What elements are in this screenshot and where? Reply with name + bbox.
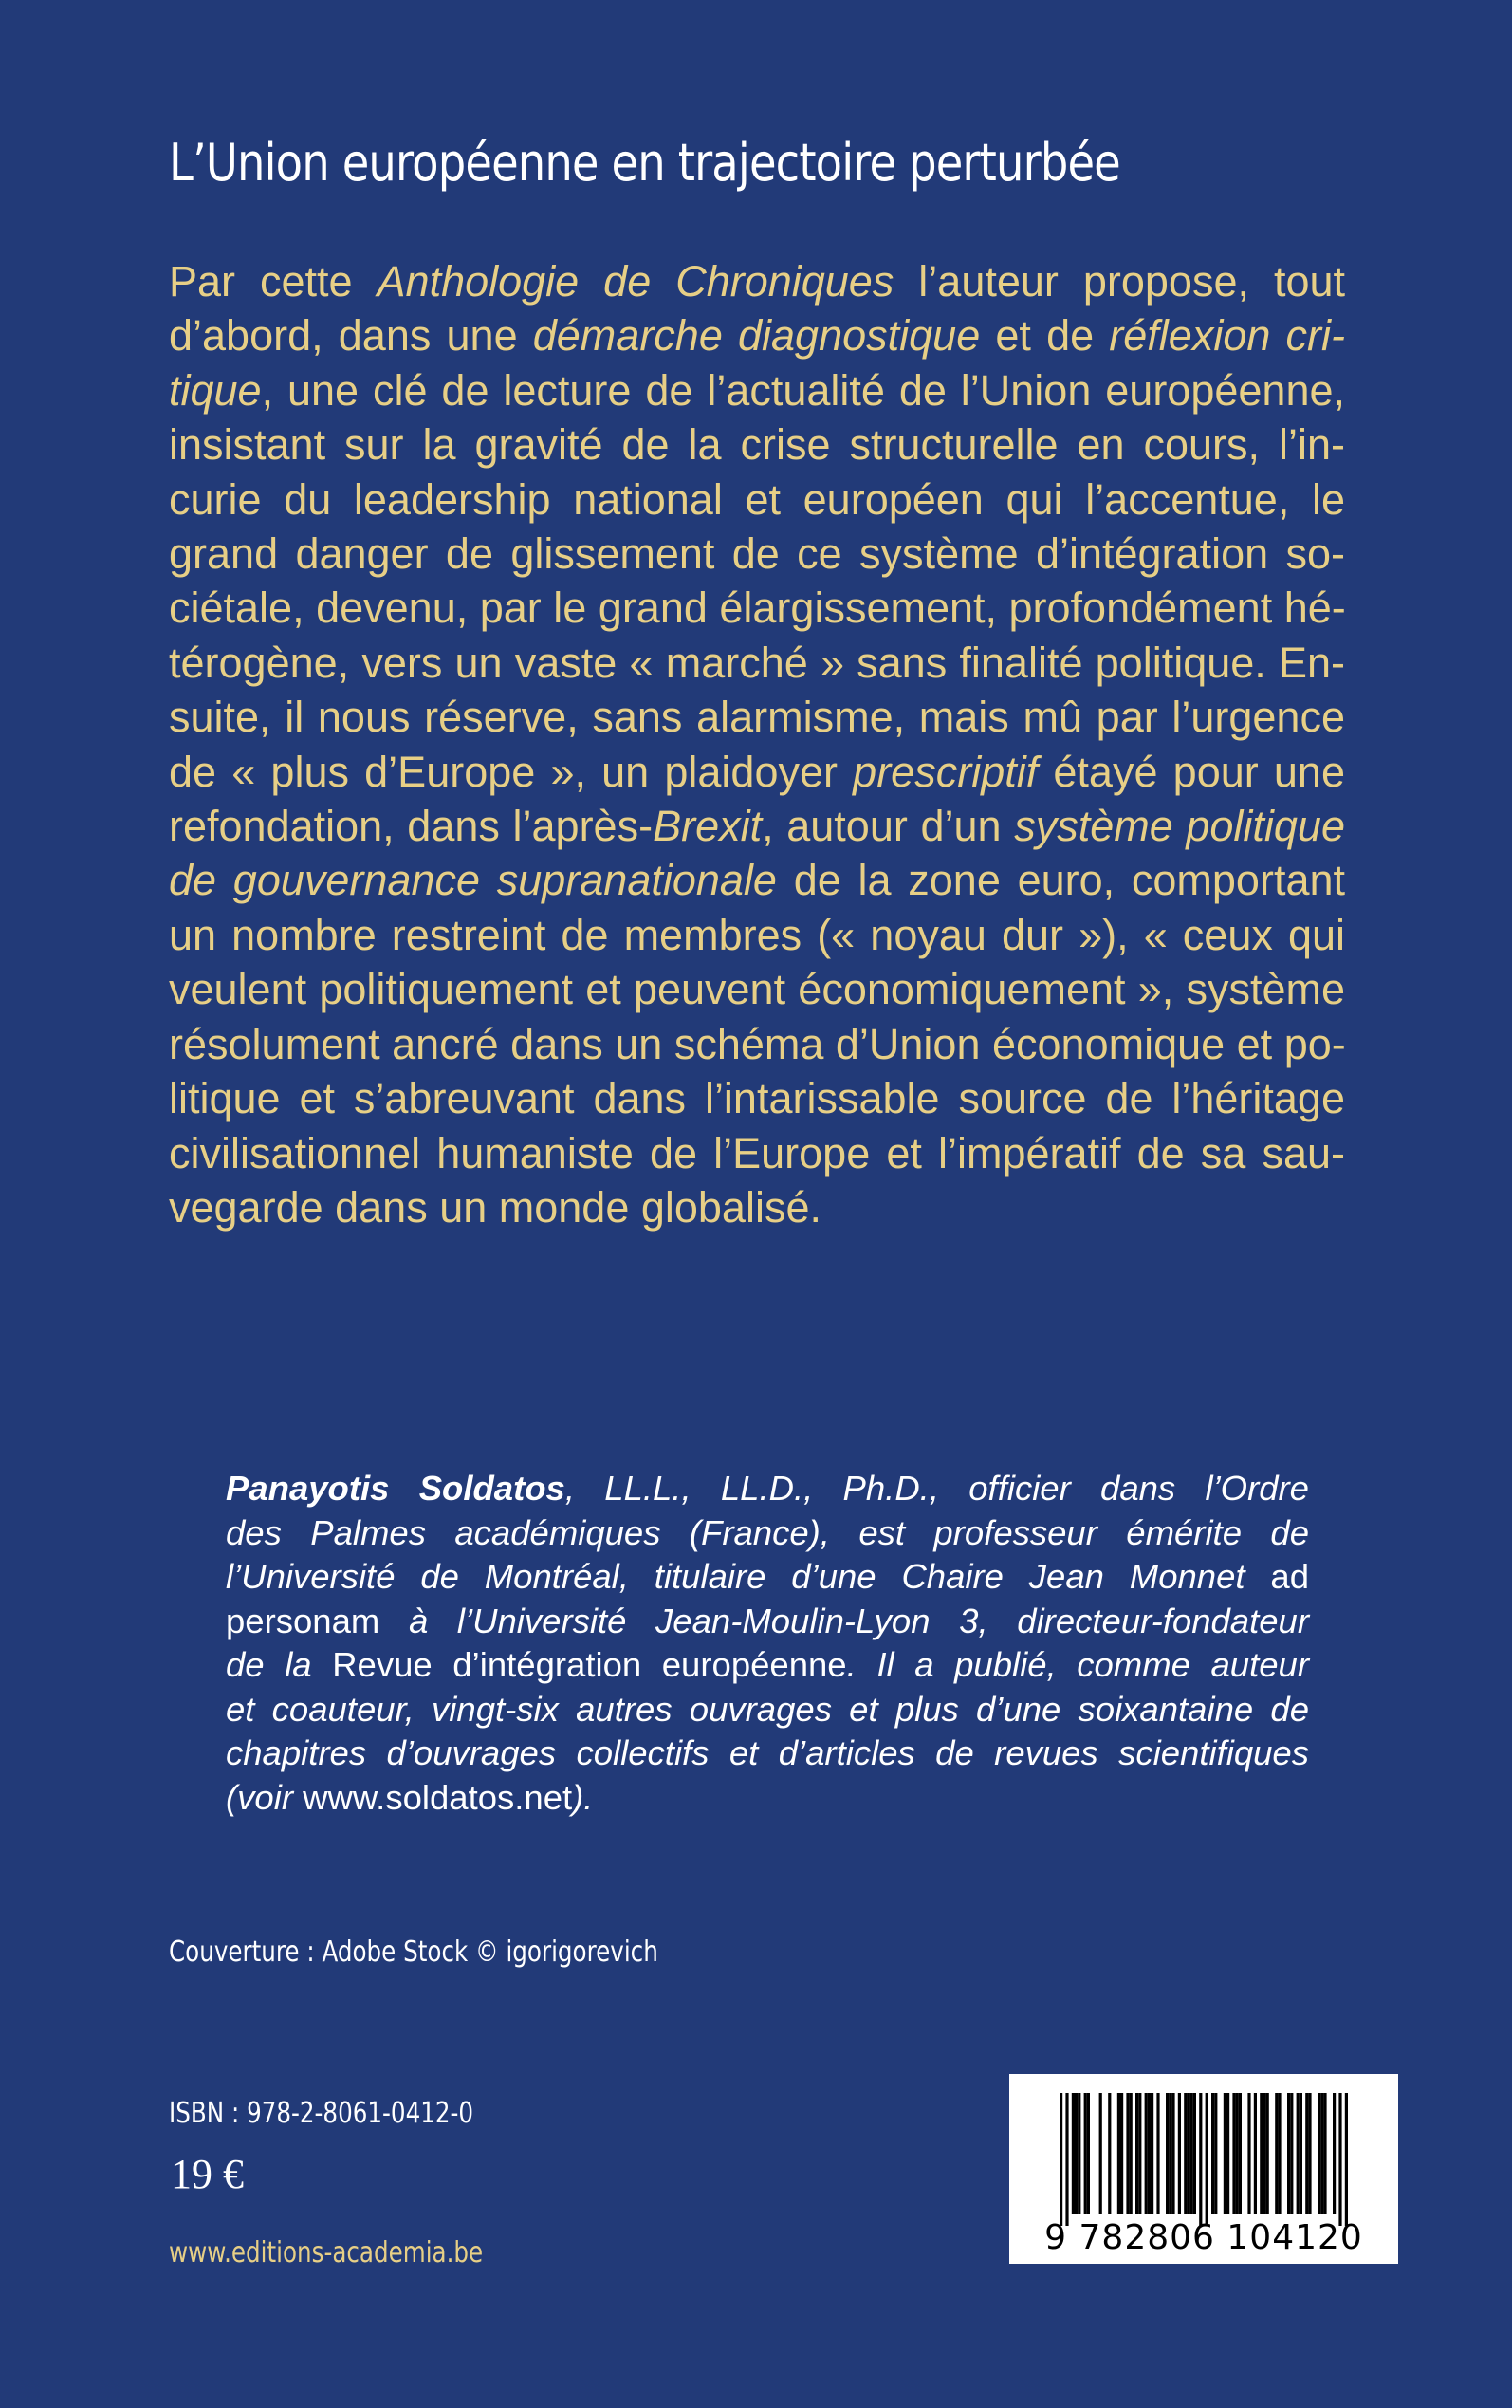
bio-segment: des Palmes académiques (France), est professeur émérite de xyxy=(226,1512,1309,1552)
blurb-line xyxy=(169,581,1345,635)
barcode-bar xyxy=(1117,2093,1120,2214)
barcode-bar xyxy=(1138,2093,1141,2214)
cover-credit: Couverture : Adobe Stock © igorigorevich xyxy=(169,1936,658,1969)
blurb-line xyxy=(169,690,1345,744)
barcode-bar xyxy=(1247,2093,1250,2214)
blurb-segment: veulent politiquement et peuvent économiquement », système xyxy=(169,965,1345,1014)
blurb-line xyxy=(169,1017,1345,1071)
blurb-line xyxy=(169,472,1345,527)
bio-segment: Revue d’intégration européenne xyxy=(332,1645,847,1684)
barcode-bar xyxy=(1171,2093,1174,2214)
blurb-line xyxy=(169,799,1345,853)
barcode-bar xyxy=(1087,2093,1090,2214)
bio-segment: et coauteur, vingt-six autres ouvrages et plus d’une soixantaine de xyxy=(226,1689,1309,1729)
bio-line xyxy=(226,1511,1309,1556)
barcode-bar xyxy=(1145,2093,1148,2214)
barcode-bar xyxy=(1333,2093,1336,2214)
blurb-segment: d’abord, dans une xyxy=(169,311,533,361)
blurb-segment: de la zone euro, comportant xyxy=(776,856,1346,905)
blurb-segment: un nombre restreint de membres (« noyau dur »), « ceux qui xyxy=(169,910,1345,959)
blurb-line xyxy=(169,1071,1345,1125)
bio-segment: ). xyxy=(572,1777,594,1817)
blurb-segment: de « plus d’Europe », un plaidoyer xyxy=(169,747,854,796)
bio-segment: ad xyxy=(1270,1557,1309,1596)
bio-line xyxy=(226,1732,1309,1776)
barcode-bar xyxy=(1338,2093,1341,2226)
barcode-bar xyxy=(1308,2093,1311,2214)
blurb-segment: térogène, vers un vaste « marché » sans finalité politique. En- xyxy=(169,638,1345,687)
barcode-bar xyxy=(1187,2093,1189,2214)
barcode-bar xyxy=(1211,2093,1214,2214)
bio-line xyxy=(226,1467,1309,1511)
barcode-bar xyxy=(1287,2093,1290,2214)
barcode-bar xyxy=(1072,2093,1075,2214)
barcode-bar xyxy=(1130,2093,1133,2214)
barcode-bar xyxy=(1126,2093,1129,2214)
publisher-website: www.editions-academia.be xyxy=(169,2236,484,2269)
blurb-segment: refondation, dans l’après- xyxy=(169,802,654,851)
blurb-text xyxy=(169,254,1345,1234)
barcode-bar xyxy=(1290,2093,1293,2214)
barcode-bar xyxy=(1199,2093,1202,2226)
blurb-segment: tique xyxy=(169,365,262,415)
blurb-segment: , autour d’un xyxy=(762,802,1015,851)
blurb-segment: curie du leadership national et européen qui l’accentue, le xyxy=(169,474,1345,524)
bio-segment: personam xyxy=(226,1601,380,1640)
blurb-segment: l’auteur propose, tout xyxy=(894,257,1346,306)
blurb-line xyxy=(169,853,1345,907)
bio-segment: www.soldatos.net xyxy=(303,1777,573,1817)
blurb-segment: litique et s’abreuvant dans l’intarissable source de l’héritage xyxy=(169,1074,1345,1123)
bio-segment: chapitres d’ouvrages collectifs et d’articles de revues scientifiques xyxy=(226,1733,1309,1772)
blurb-segment: démarche diagnostique xyxy=(532,311,981,361)
blurb-segment: civilisationnel humaniste de l’Europe et l’impératif de sa sau- xyxy=(169,1128,1345,1177)
isbn-label: ISBN : 978-2-8061-0412-0 xyxy=(169,2097,474,2130)
barcode-bar xyxy=(1166,2093,1169,2214)
blurb-line xyxy=(169,254,1345,308)
blurb-line xyxy=(169,363,1345,417)
blurb-segment: Brexit xyxy=(653,802,763,851)
bio-segment: à l’Université Jean-Moulin-Lyon 3, directeur-fondateur xyxy=(379,1601,1309,1640)
barcode-bar xyxy=(1178,2093,1181,2214)
barcode-bar xyxy=(1320,2093,1323,2214)
blurb-segment: étayé pour une xyxy=(1038,747,1345,796)
blurb-line xyxy=(169,962,1345,1016)
bio-segment: Panayotis Soldatos xyxy=(226,1469,565,1508)
barcode-bar xyxy=(1193,2093,1196,2214)
blurb-segment: vegarde dans un monde globalisé. xyxy=(169,1182,821,1232)
price-label: 19 € xyxy=(171,2151,244,2197)
barcode-bar xyxy=(1156,2093,1159,2214)
barcode-bar xyxy=(1232,2093,1235,2214)
barcode-bar xyxy=(1266,2093,1269,2214)
barcode-bar xyxy=(1084,2093,1087,2214)
blurb-segment: de gouvernance supranationale xyxy=(169,856,777,905)
barcode-bar xyxy=(1323,2093,1326,2214)
blurb-line xyxy=(169,527,1345,581)
bio-segment: l’Université de Montréal, titulaire d’une Chaire Jean Monnet xyxy=(226,1557,1271,1596)
barcode-bar xyxy=(1078,2093,1080,2214)
bio-line xyxy=(226,1600,1309,1644)
blurb-line xyxy=(169,1126,1345,1180)
blurb-segment: résolument ancré dans un schéma d’Union économique et po- xyxy=(169,1019,1346,1068)
blurb-line xyxy=(169,417,1345,472)
barcode-bar xyxy=(1239,2093,1242,2214)
barcode-bar xyxy=(1190,2093,1193,2214)
barcode-bar xyxy=(1260,2093,1263,2214)
barcode-bar xyxy=(1275,2093,1278,2214)
barcode-bar xyxy=(1214,2093,1217,2214)
bio-line xyxy=(226,1688,1309,1732)
blurb-segment: , une clé de lecture de l’actualité de l’Union européenne, xyxy=(261,365,1345,415)
barcode-bar xyxy=(1300,2093,1302,2214)
barcode-bar xyxy=(1108,2093,1111,2214)
blurb-segment: ciétale, devenu, par le grand élargissement, profondément hé- xyxy=(169,583,1346,633)
blurb-line xyxy=(169,308,1345,362)
author-bio xyxy=(226,1467,1309,1820)
barcode-bar xyxy=(1184,2093,1187,2214)
barcode-bar xyxy=(1263,2093,1265,2214)
bio-segment: (voir xyxy=(226,1777,304,1817)
barcode-bar xyxy=(1224,2093,1226,2214)
bio-line xyxy=(226,1776,1309,1821)
bio-line xyxy=(226,1555,1309,1600)
barcode-bar xyxy=(1206,2093,1208,2226)
barcode-bar xyxy=(1148,2093,1151,2214)
barcode-bar xyxy=(1065,2093,1068,2226)
blurb-line xyxy=(169,636,1345,690)
bio-segment: , LL.L., LL.D., Ph.D., officier dans l’Ordre xyxy=(564,1469,1309,1508)
barcode-bar xyxy=(1278,2093,1281,2214)
barcode-bar xyxy=(1151,2093,1153,2214)
blurb-line xyxy=(169,908,1345,962)
blurb-segment: Anthologie de Chroniques xyxy=(377,257,894,306)
bio-segment: de la xyxy=(226,1645,333,1684)
barcode-bar xyxy=(1169,2093,1171,2214)
bio-segment: . Il a publié, comme auteur xyxy=(846,1645,1309,1684)
barcode-bar xyxy=(1318,2093,1320,2214)
barcode xyxy=(1009,2074,1398,2264)
blurb-segment: système politique xyxy=(1014,802,1345,851)
blurb-segment: et de xyxy=(980,311,1110,361)
barcode-number: 9 782806 104120 xyxy=(1044,2218,1363,2257)
blurb-segment: grand danger de glissement de ce système d’intégration so- xyxy=(169,529,1345,579)
barcode-bar xyxy=(1060,2093,1062,2226)
barcode-bar xyxy=(1305,2093,1308,2214)
blurb-segment: Par cette xyxy=(169,257,378,306)
barcode-bars xyxy=(1009,2074,1398,2226)
barcode-bar xyxy=(1226,2093,1229,2214)
barcode-bar xyxy=(1099,2093,1102,2214)
book-title: L’Union européenne en trajectoire perturbée xyxy=(169,133,1120,193)
barcode-bar xyxy=(1345,2093,1348,2226)
blurb-segment: suite, il nous réserve, sans alarmisme, mais mû par l’urgence xyxy=(169,693,1345,742)
bio-line xyxy=(226,1643,1309,1688)
blurb-line xyxy=(169,1180,1345,1234)
barcode-bar xyxy=(1135,2093,1138,2214)
barcode-bar xyxy=(1075,2093,1078,2214)
blurb-segment: insistant sur la gravité de la crise structurelle en cours, l’in- xyxy=(169,420,1345,470)
blurb-segment: réflexion cri- xyxy=(1109,311,1346,361)
barcode-bar xyxy=(1236,2093,1239,2214)
blurb-segment: prescriptif xyxy=(853,747,1039,796)
barcode-bar xyxy=(1120,2093,1123,2214)
barcode-bar xyxy=(1254,2093,1257,2214)
blurb-line xyxy=(169,745,1345,799)
barcode-bar xyxy=(1297,2093,1300,2214)
